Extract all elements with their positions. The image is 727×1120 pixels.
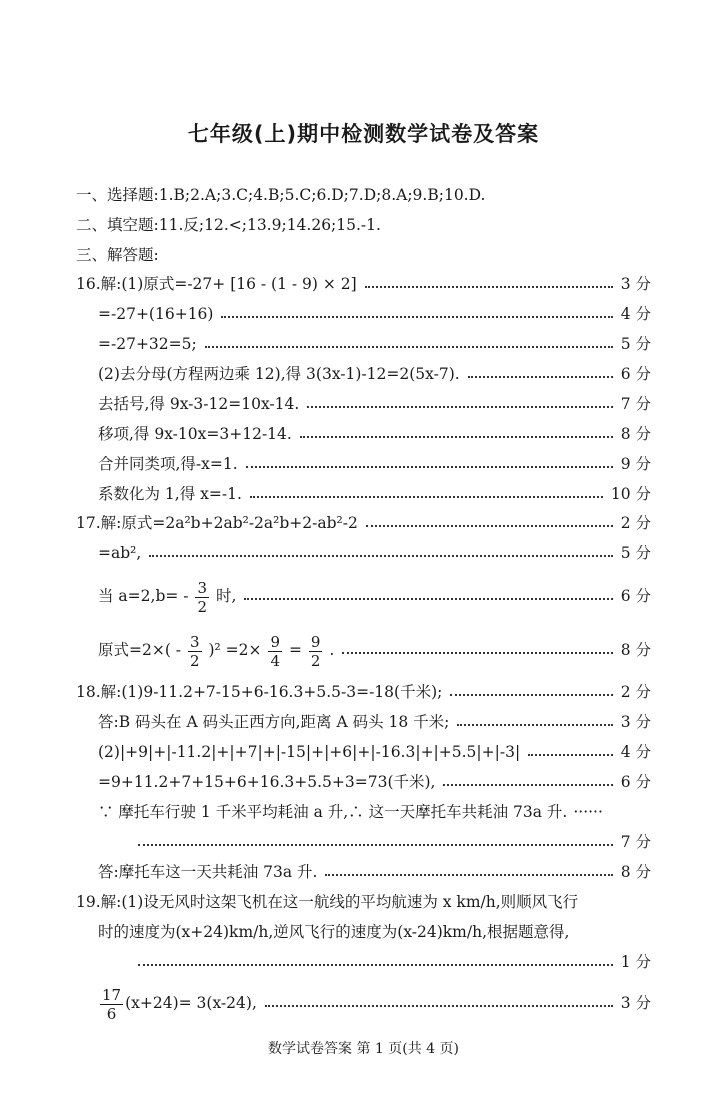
score: 8 分	[620, 863, 651, 881]
score: 2 分	[620, 514, 651, 532]
leader-dots	[138, 844, 613, 846]
leader-dots	[149, 555, 612, 557]
score: 7 分	[620, 395, 651, 413]
leader-dots	[307, 406, 612, 408]
score: 8 分	[620, 641, 651, 659]
fraction	[188, 633, 202, 670]
fraction-numerator: 9	[270, 632, 280, 651]
score: 8 分	[620, 425, 651, 443]
q16-text: 合并同类项,得-x=1.	[98, 455, 238, 473]
score: 4 分	[620, 743, 651, 761]
q19-text: 时的速度为(x+24)km/h,逆风飞行的速度为(x-24)km/h,根据题意得,	[98, 923, 570, 941]
fraction-numerator: 3	[190, 632, 200, 651]
q19-line-3	[0, 947, 727, 977]
q17-text-b: 时,	[215, 587, 237, 605]
leader-dots	[457, 724, 612, 726]
score: 5 分	[620, 335, 651, 353]
q17-text-e: .	[329, 641, 335, 659]
fraction-denominator: 4	[270, 651, 280, 670]
q17-text-c: =	[288, 641, 302, 659]
leader-dots	[221, 316, 612, 318]
q17-line-3	[0, 572, 727, 620]
q16-line-5	[0, 389, 727, 419]
q16-line-2	[0, 299, 727, 329]
score: 2 分	[620, 683, 651, 701]
leader-dots	[450, 694, 612, 696]
fraction-denominator: 2	[310, 651, 321, 670]
q18-text: =9+11.2+7+15+6+16.3+5.5+3=73(千米),	[98, 773, 436, 791]
score: 7 分	[620, 833, 651, 851]
leader-dots	[138, 964, 613, 966]
score: 1 分	[620, 953, 651, 971]
leader-dots	[342, 652, 612, 654]
q16-line-3	[0, 329, 727, 359]
q16-text: 去括号,得 9x-3-12=10x-14.	[98, 395, 300, 413]
q17-text-a: 原式=2×( -	[98, 641, 182, 659]
score: 9 分	[620, 455, 651, 473]
answer-line-fill	[0, 210, 727, 240]
q16-text: 移项,得 9x-10x=3+12-14.	[98, 425, 292, 443]
q19-line-1	[0, 887, 727, 917]
q18-line-6	[0, 827, 727, 857]
leader-dots	[443, 784, 612, 786]
solve-heading: 三、解答题:	[76, 246, 159, 264]
fraction	[195, 579, 209, 616]
leader-dots	[468, 376, 613, 378]
answer-line-solve-heading	[0, 240, 727, 270]
q17-text	[98, 626, 334, 674]
q19-text-a: (x+24)= 3(x-24),	[125, 994, 257, 1012]
q17-line-1	[0, 508, 727, 538]
q16-text: 16.解:(1)原式=-27+ [16 - (1 - 9) × 2]	[76, 275, 357, 293]
score: 6 分	[620, 587, 651, 605]
fraction-numerator: 17	[102, 985, 122, 1004]
q16-line-7	[0, 449, 727, 479]
answer-line-choice	[0, 180, 727, 210]
q17-text: 17.解:原式=2a²b+2ab²-2a²b+2-ab²-2	[76, 514, 358, 532]
score: 5 分	[620, 544, 651, 562]
q17-text: =ab²,	[98, 544, 142, 562]
q19-text: 19.解:(1)设无风时这架飞机在这一航线的平均航速为 x km/h,则顺风飞行	[76, 893, 579, 911]
score: 3 分	[620, 994, 651, 1012]
fraction	[268, 633, 282, 670]
leader-dots	[366, 525, 613, 527]
leader-dots	[250, 496, 603, 498]
q18-text: 18.解:(1)9-11.2+7-15+6-16.3+5.5-3=-18(千米);	[76, 683, 443, 701]
fraction-denominator: 6	[106, 1004, 117, 1023]
fraction	[309, 633, 323, 670]
q18-line-5	[0, 797, 727, 827]
q17-line-2	[0, 538, 727, 568]
q18-line-3	[0, 737, 727, 767]
fraction-denominator: 2	[197, 597, 208, 616]
q16-line-8	[0, 479, 727, 509]
leader-dots	[265, 1005, 613, 1007]
leader-dots	[365, 286, 613, 288]
score: 3 分	[620, 713, 651, 731]
q18-text: 答:B 码头在 A 码头正西方向,距离 A 码头 18 千米;	[98, 713, 450, 731]
score: 10 分	[610, 485, 651, 503]
trailing-dots: ······	[573, 803, 603, 821]
fill-answers: 二、填空题:11.反;12.<;13.9;14.26;15.-1.	[76, 216, 381, 234]
fraction	[100, 986, 123, 1023]
q17-text-b: )² =2×	[208, 641, 262, 659]
page-title: 七年级(上)期中检测数学试卷及答案	[187, 122, 540, 146]
score: 6 分	[620, 773, 651, 791]
leader-dots	[300, 436, 613, 438]
leader-dots	[244, 598, 612, 600]
q18-text: ∵ 摩托车行驶 1 千米平均耗油 a 升,∴ 这一天摩托车共耗油 73a 升.	[98, 803, 568, 821]
choice-answers: 一、选择题:1.B;2.A;3.C;4.B;5.C;6.D;7.D;8.A;9.B;10.D.	[76, 186, 486, 204]
fraction-denominator: 2	[190, 651, 200, 670]
q18-line-7	[0, 857, 727, 887]
q19-text	[98, 979, 257, 1027]
q18-text: 答:摩托车这一天共耗油 73a 升.	[98, 863, 318, 881]
q17-text-a: 当 a=2,b= -	[98, 587, 189, 605]
fraction-numerator: 9	[310, 632, 321, 651]
q16-line-4	[0, 359, 727, 389]
q19-line-2	[0, 917, 727, 947]
q19-line-4	[0, 979, 727, 1027]
leader-dots	[325, 874, 612, 876]
q18-line-1	[0, 677, 727, 707]
leader-dots	[528, 754, 613, 756]
q16-text: =-27+32=5;	[98, 335, 197, 353]
q16-text: (2)去分母(方程两边乘 12),得 3(3x-1)-12=2(5x-7).	[98, 365, 460, 383]
leader-dots	[246, 466, 613, 468]
q18-line-2	[0, 707, 727, 737]
q18-text: (2)|+9|+|-11.2|+|+7|+|-15|+|+6|+|-16.3|+|+5.5|+|-3|	[98, 743, 521, 761]
q16-text: 系数化为 1,得 x=-1.	[98, 485, 242, 503]
q16-line-1	[0, 269, 727, 299]
leader-dots	[205, 346, 613, 348]
q16-line-6	[0, 419, 727, 449]
score: 6 分	[620, 365, 651, 383]
score: 4 分	[620, 305, 651, 323]
page-footer: 数学试卷答案 第 1 页(共 4 页)	[268, 1041, 459, 1057]
q16-text: =-27+(16+16)	[98, 305, 214, 323]
fraction-numerator: 3	[197, 578, 208, 597]
q17-text	[98, 572, 236, 620]
q18-line-4	[0, 767, 727, 797]
score: 3 分	[620, 275, 651, 293]
q17-line-4	[0, 626, 727, 674]
